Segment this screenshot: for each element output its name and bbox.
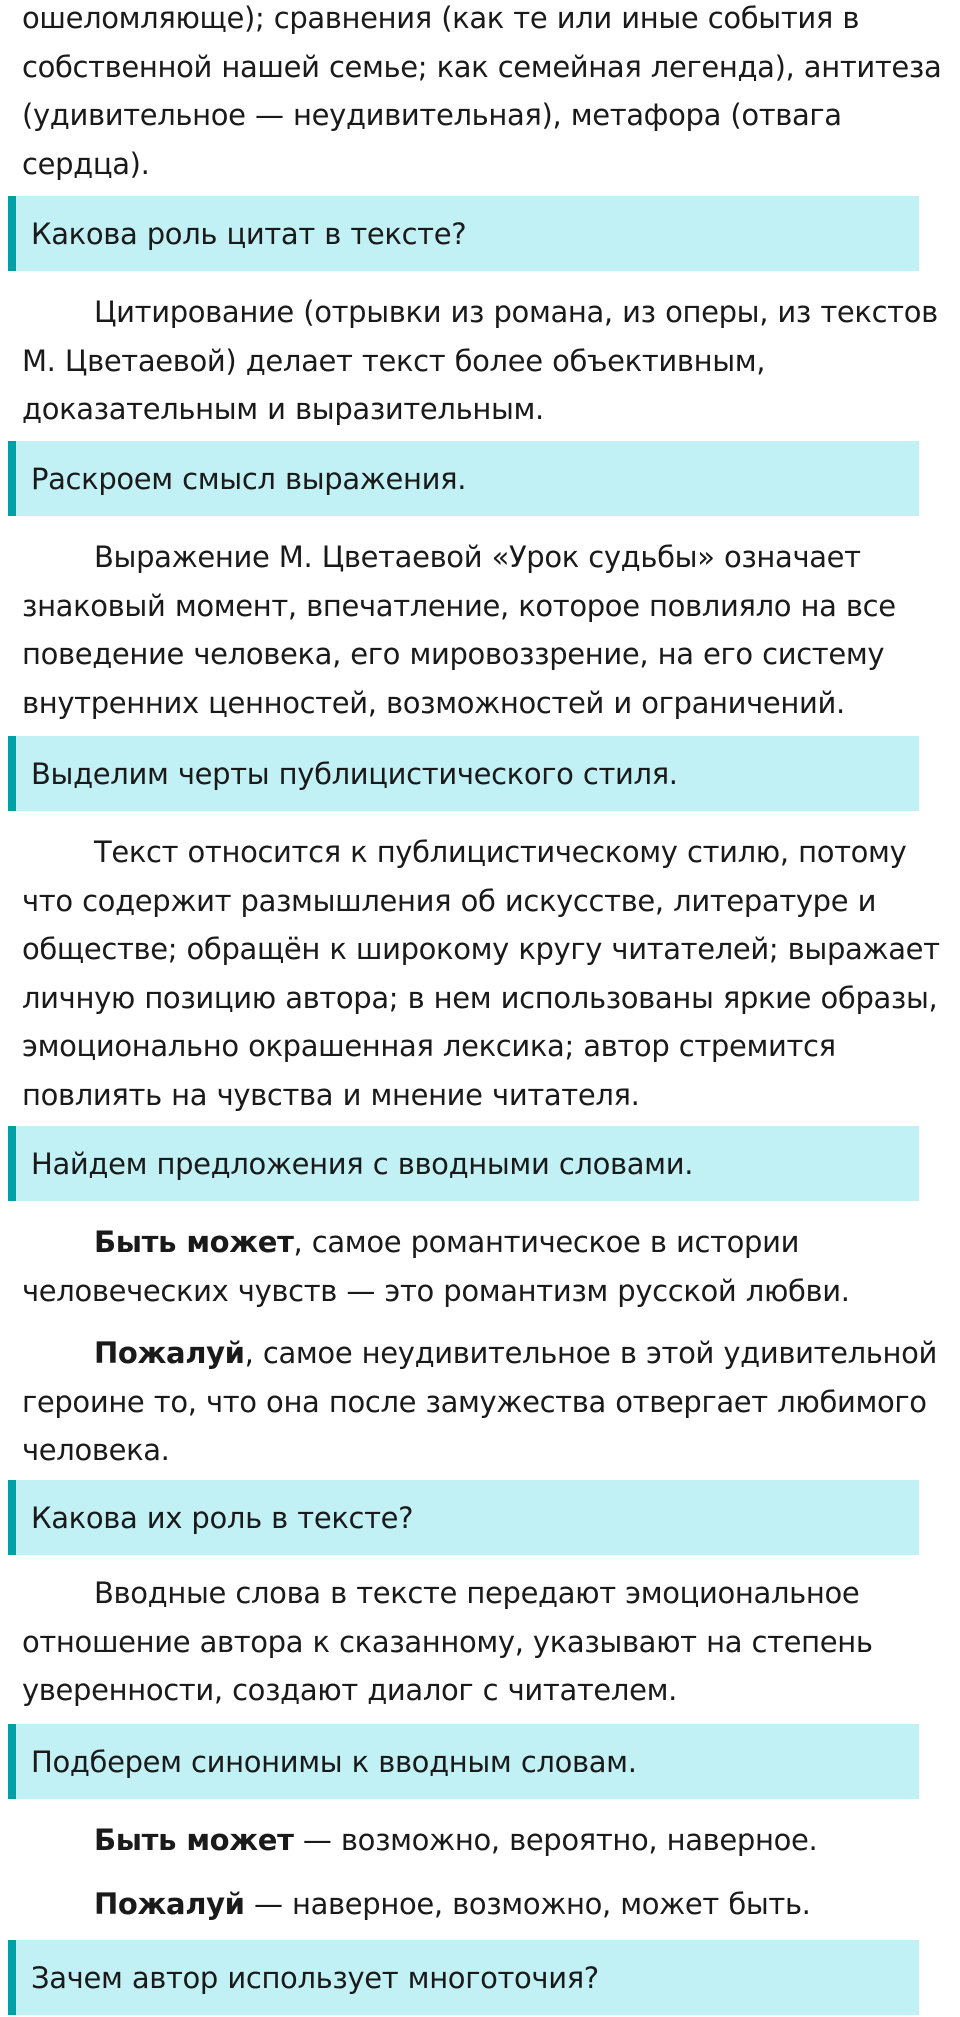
paragraph-text: ошеломляюще); сравнения (как те или иные события в собственной нашей семье; как семейная легенда), антитеза (удивительное — неудивительная), метафора (отвага сердца). [22, 1, 942, 181]
synonyms-line-1 [22, 1816, 947, 1865]
question-text: Раскроем смысл выражения. [31, 461, 467, 496]
paragraph-text: Цитирование (отрывки из романа, из оперы, из текстов М. Цветаевой) делает текст более объективным, доказательным и выразительным. [22, 295, 938, 426]
answer-expression-meaning [22, 533, 947, 727]
question-text: Подберем синонимы к вводным словам. [31, 1744, 637, 1779]
paragraph-text: , самое романтическое в истории человеческих чувств — это романтизм русской любви. [22, 1225, 850, 1308]
answer-quotes-role [22, 288, 947, 434]
answer-introductory-role [22, 1569, 947, 1715]
question-synonyms [8, 1724, 919, 1799]
question-text: Найдем предложения с вводными словами. [31, 1146, 694, 1181]
question-publicistic-style [8, 736, 919, 811]
question-text: Зачем автор использует многоточия? [31, 1960, 599, 1995]
synonyms-line-2 [22, 1880, 947, 1929]
question-text: Какова роль цитат в тексте? [31, 216, 467, 251]
answer-publicistic-style [22, 828, 947, 1119]
paragraph-devices-end [22, 0, 947, 188]
introductory-word: Быть может [94, 1823, 294, 1857]
example-sentence-1 [22, 1218, 947, 1315]
question-expression-meaning [8, 441, 919, 516]
example-sentence-2 [22, 1329, 947, 1475]
introductory-word: Быть может [94, 1225, 294, 1259]
paragraph-text: — возможно, вероятно, наверное. [293, 1823, 818, 1857]
introductory-word: Пожалуй [94, 1887, 245, 1921]
paragraph-text: — наверное, возможно, может быть. [244, 1887, 811, 1921]
paragraph-text: Текст относится к публицистическому стилю, потому что содержит размышления об искусстве, литературе и обществе; обращён к широкому кругу читателей; выражает личную позицию автора; в нем использованы яркие образы, эмоционально окрашенная лексика; автор стремится повлиять на чувства и мнение читателя. [22, 835, 940, 1112]
question-introductory-sentences [8, 1126, 919, 1201]
question-quotes-role [8, 196, 919, 271]
question-ellipsis [8, 1940, 919, 2015]
question-text: Какова их роль в тексте? [31, 1500, 414, 1535]
introductory-word: Пожалуй [94, 1336, 245, 1370]
paragraph-text: Выражение М. Цветаевой «Урок судьбы» означает знаковый момент, впечатление, которое повлияло на все поведение человека, его мировоззрение, на его систему внутренних ценностей, возможностей и ограничений. [22, 540, 896, 720]
paragraph-text: , самое неудивительное в этой удивительной героине то, что она после замужества отвергает любимого человека. [22, 1336, 938, 1467]
paragraph-text: Вводные слова в тексте передают эмоциональное отношение автора к сказанному, указывают на степень уверенности, создают диалог с читателем. [22, 1576, 873, 1707]
question-introductory-role [8, 1480, 919, 1555]
question-text: Выделим черты публицистического стиля. [31, 756, 678, 791]
